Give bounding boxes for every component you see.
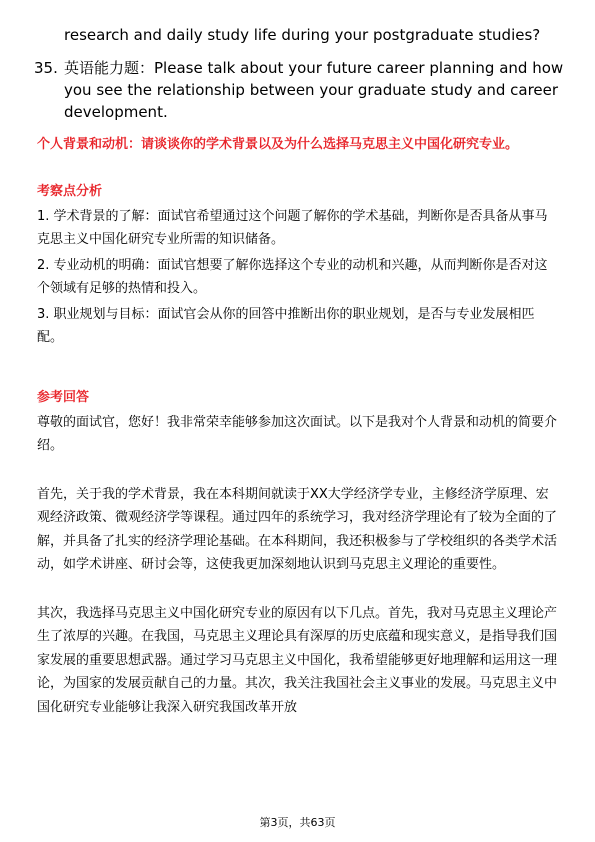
analysis-item: 1. 学术背景的了解：面试官希望通过这个问题了解你的学术基础，判断你是否具备从事马克思主义中国化研究专业所需的知识储备。: [37, 208, 548, 247]
section-title-text: 个人背景和动机：请谈谈你的学术背景以及为什么选择马克思主义中国化研究专业。: [37, 137, 519, 152]
answer-heading: 参考回答: [37, 390, 90, 405]
answer-paragraph: 尊敬的面试官，您好！我非常荣幸能够参加这次面试。以下是我对个人背景和动机的简要介绍。: [37, 414, 558, 453]
analysis-item: 2. 专业动机的明确：面试官想要了解你选择这个专业的动机和兴趣，从而判断你是否对这个领域有足够的热情和投入。: [37, 257, 548, 296]
answer-section: [37, 386, 560, 719]
question-35: [34, 57, 564, 123]
page-footer: 第3页，共63页: [259, 816, 336, 829]
question-text: 英语能力题：Please talk about your future career planning and how you see the relationship between your graduate study and career development.: [64, 59, 564, 121]
question-number: 35.: [34, 59, 58, 77]
answer-paragraph: 首先，关于我的学术背景，我在本科期间就读于XX大学经济学专业，主修经济学原理、宏观经济政策、微观经济学等课程。通过四年的系统学习，我对经济学理论有了较为全面的了解，并具备了扎实的经济学理论基础。在本科期间，我还积极参与了学校组织的各类学术活动，如学术讲座、研讨会等，这使我更加深刻地认识到马克思主义理论的重要性。: [37, 486, 558, 572]
question-continuation: research and daily study life during your postgraduate studies?: [64, 26, 541, 44]
answer-paragraph: 其次，我选择马克思主义中国化研究专业的原因有以下几点。首先，我对马克思主义理论产生了浓厚的兴趣。在我国，马克思主义理论具有深厚的历史底蕴和现实意义，是指导我们国家发展的重要思想武器。通过学习马克思主义中国化，我希望能够更好地理解和运用这一理论，为国家的发展贡献自己的力量。其次，我关注我国社会主义事业的发展。马克思主义中国化研究专业能够让我深入研究我国改革开放: [37, 605, 558, 715]
analysis-item: 3. 职业规划与目标：面试官会从你的回答中推断出你的职业规划，是否与专业发展相匹配。: [37, 306, 535, 345]
section-title: [37, 133, 560, 157]
analysis-heading: 考察点分析: [37, 184, 103, 199]
analysis-section: [37, 180, 560, 350]
